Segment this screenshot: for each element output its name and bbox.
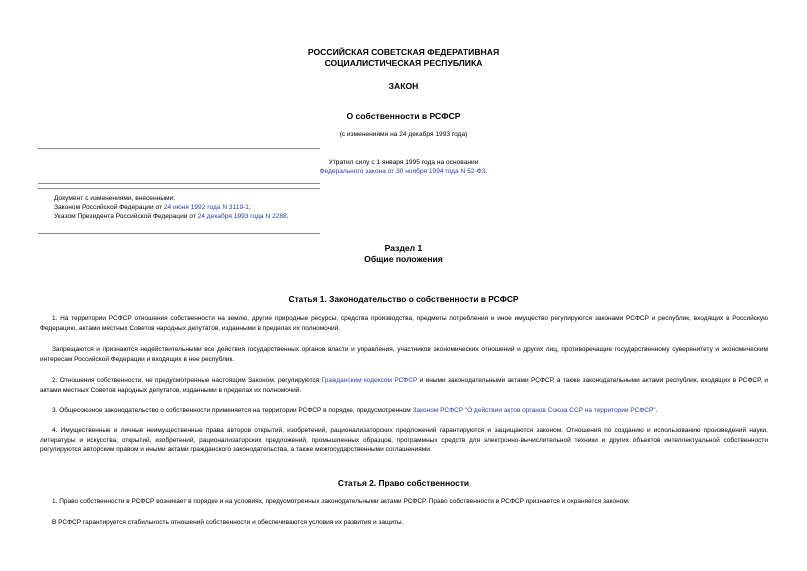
republic-heading [0,47,807,68]
changes-block [54,194,354,221]
change-item-1-suffix: ; [248,204,251,211]
p4-prefix: 3. Общесоюзное законодательство о собственности применяется на территории РСФСР в порядке, предусмотренном [52,407,413,414]
change-item-2 [54,212,354,221]
article-1-title: Статья 1. Законодательство о собственности в РСФСР [288,294,519,304]
law-title: О собственности в РСФСР [346,111,461,121]
article-1-paragraph-4 [40,406,768,416]
article-1-paragraph-2: Запрещаются и признаются недействительными все действия государственных органов власти и управления, участников экономических отношений и других лиц, противоречащие государственному суверенитету и экономическим интересам Российской Федерации и входящих в нее республик. [40,346,768,363]
divider-mid-2 [38,188,320,189]
section-number: Раздел 1 [384,243,423,253]
article-1-paragraph-1: 1. На территории РСФСР отношения собственности на землю, другие природные ресурсы, средства производства, предметы потребления и иное имущество регулируются законами РСФСР и республик, входящих в Российскую Федерацию, актами местных Советов народных депутатов, изданными в пределах их полномочий. [40,315,768,332]
p4-suffix: . [655,407,658,414]
civil-code-link[interactable]: Гражданским кодексом РСФСР [321,377,418,384]
change-item-1-prefix: Законом Российской Федерации от [54,204,164,211]
article-2-title: Статья 2. Право собственности [337,478,470,488]
article-1-paragraph-3 [40,376,768,395]
doc-type: ЗАКОН [388,81,419,91]
divider-top [38,148,320,149]
p3-suffix: и иными законодательными актами РСФСР, а также законодательными актами республик, входящих в РСФСР, и актами местных Советов народных депутатов, изданными в пределах их полномочий. [40,377,768,394]
repeal-link-line [0,167,807,176]
article-2-paragraph-2: В РСФСР гарантируется стабильность отношений собственности и обеспечиваются условия их развития и защиты. [52,519,404,526]
section-heading [0,243,807,264]
section-name: Общие положения [364,253,443,264]
changes-intro: Документ с изменениями, внесенными: [54,195,176,202]
union-acts-law-link[interactable]: Законом РСФСР "О действии актов органов Союза ССР на территории РСФСР" [412,407,656,414]
repeal-law-link[interactable]: Федерального закона от 30 ноября 1994 года N 52-ФЗ [319,168,486,175]
repeal-trail: . [485,168,488,175]
change-item-2-prefix: Указом Президента Российской Федерации от [54,213,198,220]
change-item-1 [54,203,354,212]
change-item-1-link[interactable]: 24 июня 1992 года N 3119-1 [163,204,249,211]
amendments-note: (с изменениями на 24 декабря 1993 года) [339,131,468,138]
change-item-2-suffix: . [286,213,289,220]
article-2-paragraph-1: 1. Право собственности в РСФСР возникает в порядке и на условиях, предусмотренных законодательными актами РСФСР. Право собственности в РСФСР признается и охраняется законом. [52,498,630,505]
article-1-paragraph-5: 4. Имущественные и личные неимущественные права авторов открытий, изобретений, рационализаторских предложений гарантируются и защищаются законом. Отношения по созданию и использованию произведений науки, литературы и искусства, открытий, изобретений, рационализаторских предложений, промышленных образцов, программных средств для электронно-вычислительной техники и других объектов интеллектуальной собственности регулируются авторским правом и иными актами гражданского законодательства, а также межгосударственными соглашениями. [40,427,768,454]
republic-line-1: РОССИЙСКАЯ СОВЕТСКАЯ ФЕДЕРАТИВНАЯ [307,47,500,57]
divider-mid-1 [38,183,320,184]
p3-prefix: 2. Отношения собственности, не предусмотренные настоящим Законом, регулируются [52,377,322,384]
repeal-status [0,158,807,176]
divider-bottom [38,233,320,234]
republic-line-2: СОЦИАЛИСТИЧЕСКАЯ РЕСПУБЛИКА [324,57,483,68]
change-item-2-link[interactable]: 24 декабря 1993 года N 2288 [197,213,287,220]
repeal-text: Утратил силу с 1 января 1995 года на основании [328,159,479,166]
